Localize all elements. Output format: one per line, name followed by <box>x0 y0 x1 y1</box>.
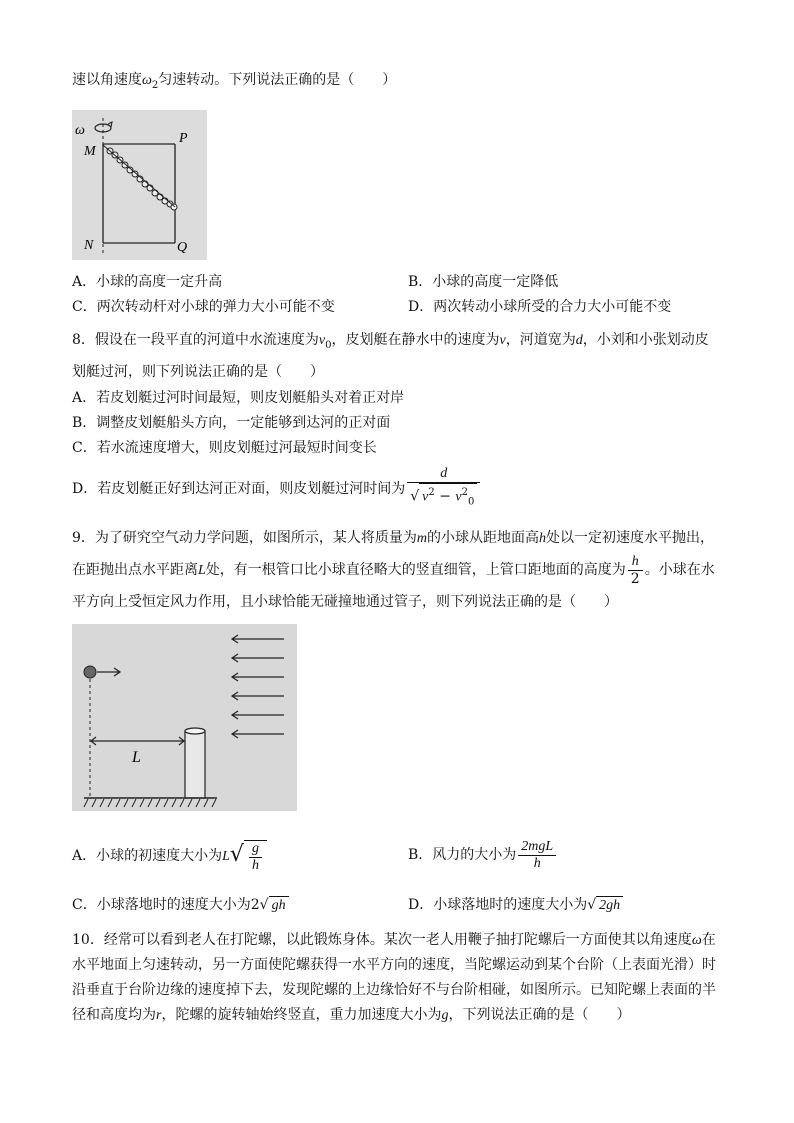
q9-B-den: h <box>533 855 541 871</box>
q8-option-A: A．若皮划艇过河时间最短，则皮划艇船头对着正对岸 <box>72 390 405 406</box>
q9-line2 <box>72 550 715 591</box>
q9-text-c: 处以一定初速度水平抛出， <box>546 530 715 546</box>
q10-line1 <box>72 930 716 951</box>
q9-text-2a: 在距抛出点水平距离 <box>72 562 198 578</box>
q9-B-num: 2mgL <box>518 839 556 856</box>
q8-line1 <box>72 330 709 356</box>
q8-text-d: ，小刘和小张划动皮 <box>582 332 709 348</box>
intro-line <box>72 70 396 96</box>
ball <box>84 666 96 678</box>
q8-text-b: ，皮划艇在静水中的速度为 <box>331 332 500 348</box>
fig1-omega-label: ω <box>75 123 85 138</box>
q9-text-2b: 处，有一根管口比小球直径略大的竖直细管，上管口距地面的高度为 <box>205 562 626 578</box>
q8-D-den-v0-sub: 0 <box>467 496 475 508</box>
omega-symbol: ω <box>142 73 152 88</box>
q10-omega: ω <box>691 933 702 948</box>
q9-A-L: L <box>222 849 230 864</box>
q10-text-a: 10．经常可以看到老人在打陀螺，以此锻炼身体。某次一老人用鞭子抽打陀螺后一方面使其以角速度 <box>72 932 692 948</box>
q9-option-C: C．小球落地时的速度大小为2√ gh <box>72 895 289 915</box>
q9-m: m <box>416 531 428 546</box>
q9-h: h <box>539 531 547 546</box>
q8-option-D <box>72 464 482 514</box>
q8-D-den-minus: − <box>434 488 456 505</box>
q9-option-D: D．小球落地时的速度大小为√ 2gh <box>408 895 623 915</box>
q10-line4 <box>72 1005 630 1026</box>
q8-option-C: C．若水流速度增大，则皮划艇过河最短时间变长 <box>72 440 377 456</box>
fig1-label-M: M <box>84 144 96 159</box>
q9-D-rad: 2gh <box>596 896 623 915</box>
q8-D-den-v: v <box>422 489 429 505</box>
q9-frac-den: 2 <box>630 570 640 587</box>
q8-D-den-exp: 2 <box>428 487 435 499</box>
q8-text-c: ，河道宽为 <box>505 332 576 348</box>
q9-text-b: 的小球从距地面高 <box>427 530 540 546</box>
q10-r: r <box>156 1008 162 1023</box>
q9-A-text: A．小球的初速度大小为 <box>72 848 223 864</box>
fig1-label-N: N <box>84 238 94 253</box>
q10-line2: 水平地面上匀速转动，另一方面使陀螺获得一水平方向的速度，当陀螺运动到某个台阶（上表面光滑）时 <box>72 957 716 973</box>
q7-option-A: A．小球的高度一定升高 <box>72 274 223 290</box>
intro-text-end: 匀速转动。下列说法正确的是（ ） <box>158 72 397 88</box>
fig1-label-Q: Q <box>177 240 188 255</box>
q9-C-text: C．小球落地时的速度大小为 <box>72 897 251 913</box>
vertical-tube <box>185 731 205 798</box>
q9-text-a: 9．为了研究空气动力学问题，如图所示，某人将质量为 <box>72 530 417 546</box>
q9-text-2c: 。小球在水 <box>644 562 715 578</box>
q10-text-b: 在 <box>701 932 716 948</box>
q9-frac-num: h <box>628 554 643 571</box>
q9-line1 <box>72 528 714 549</box>
q8-text-a: 8．假设在一段平直的河道中水流速度为 <box>72 332 319 348</box>
q10-text-4b: ，陀螺的旋转轴始终竖直，重力加速度大小为 <box>161 1007 442 1023</box>
fig2-label-L: L <box>132 749 141 766</box>
q7-option-D: D．两次转动小球所受的合力大小可能不变 <box>408 299 672 315</box>
q9-B-text: B．风力的大小为 <box>408 847 517 863</box>
q9-C-coef: 2 <box>250 897 260 913</box>
q8-D-num: d <box>407 466 480 483</box>
q8-v: v <box>499 333 506 348</box>
q9-option-A <box>72 832 267 880</box>
q9-D-text: D．小球落地时的速度大小为 <box>408 897 588 913</box>
q9-A-sqrt: √ $\frac{g}{h}$ <box>230 832 267 880</box>
q9-L: L <box>198 563 206 578</box>
q9-C-rad: gh <box>269 896 289 915</box>
q9-A-num: g <box>249 841 262 858</box>
q7-option-C: C．两次转动杆对小球的弹力大小可能不变 <box>72 299 335 315</box>
q9-B-fraction <box>518 839 556 872</box>
q8-d: d <box>575 333 583 348</box>
fig1-label-P: P <box>179 131 188 146</box>
q8-D-fraction: $\frac{d}{√ v^2 - v^2_0}$ <box>407 466 480 511</box>
q9-option-B <box>408 832 558 878</box>
q9-h-over-2 <box>628 554 643 587</box>
q8-v0: v <box>318 333 326 348</box>
intro-text: 速以角速度 <box>72 72 142 88</box>
q10-text-4c: ，下列说法正确的是（ ） <box>448 1007 631 1023</box>
q7-option-B: B．小球的高度一定降低 <box>408 274 559 290</box>
omega-subscript: 2 <box>151 79 159 91</box>
q10-line3: 沿垂直于台阶边缘的速度掉下去，发现陀螺的上边缘恰好不与台阶相碰，如图所示。已知陀螺上表面的半 <box>72 982 716 998</box>
q8-D-den-v0-exp: 2 <box>461 487 468 499</box>
q10-text-4a: 径和高度均为 <box>72 1007 156 1023</box>
q10-g: g <box>441 1008 449 1023</box>
q9-A-den: h <box>251 858 259 873</box>
rotating-frame-figure <box>72 110 207 260</box>
q8-option-B: B．调整皮划艇船头方向，一定能够到达河的正对面 <box>72 415 391 431</box>
q8-line2: 划艇过河，则下列说法正确的是（ ） <box>72 364 324 380</box>
q9-line3: 平方向上受恒定风力作用，且小球恰能无碰撞地通过管子，则下列说法正确的是（ ） <box>72 594 618 610</box>
q8-D-text: D．若皮划艇正好到达河正对面，则皮划艇过河时间为 <box>72 481 406 497</box>
q8-v0-sub: 0 <box>325 339 332 351</box>
projectile-wind-figure <box>72 624 297 811</box>
q8-D-den-v0: v <box>455 489 462 505</box>
